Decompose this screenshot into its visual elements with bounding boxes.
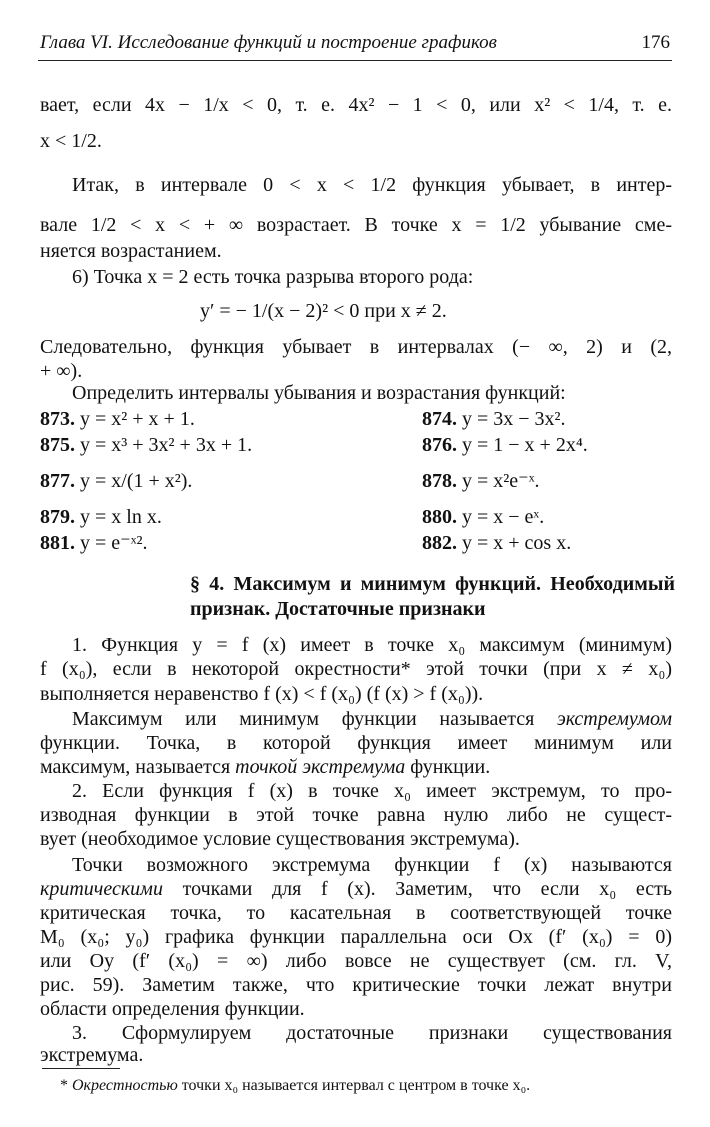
body-line: M₀ (x₀; y₀) графика функции параллельна оси Ox (f′ (x₀) = 0) [40,926,672,948]
chapter-title: Глава VI. Исследование функций и построение графиков [40,32,497,53]
body-line: 2. Если функция f (x) в точке x₀ имеет экстремум, то про- [72,780,672,802]
exercise-expression: y = x³ + 3x² + 3x + 1. [80,434,253,456]
exercise-expression: y = e⁻ˣ². [80,532,148,554]
exercise-column-2 [422,530,571,556]
text-line: няется возрастанием. [40,240,222,262]
formula-line: y′ = − 1/(x − 2)² < 0 при x ≠ 2. [200,300,447,322]
exercise-number: 879. [40,506,75,528]
exercise-column-2 [422,432,588,458]
term-extremum-point: точкой экстремума [235,756,406,778]
body-line: 1. Функция y = f (x) имеет в точке x₀ максимум (минимум) [72,634,672,656]
term-critical: критическими [40,878,163,900]
body-line: Максимум или минимум функции называется экстремумом [72,708,672,730]
page-number: 176 [641,32,670,53]
exercise-row [40,468,672,494]
exercise-number: 878. [422,470,457,492]
term-extremum: экстремумом [556,708,672,730]
text-line: 6) Точка x = 2 есть точка разрыва второго рода: [72,266,474,288]
body-line: вует (необходимое условие существования экстремума). [40,828,520,850]
body-line: области определения функции. [40,998,305,1020]
exercise-expression: y = x + cos x. [462,532,572,554]
exercise-number: 877. [40,470,75,492]
exercise-number: 876. [422,434,457,456]
body-line: Точки возможного экстремума функции f (x) называются [72,854,672,876]
exercise-column-2 [422,468,540,494]
exercise-expression: y = x ln x. [80,506,162,528]
exercise-column-2 [422,504,544,530]
exercise-row [40,504,672,530]
text-line: + ∞). [40,360,83,382]
exercise-expression: y = x² + x + 1. [80,408,195,430]
body-line: или Oy (f′ (x₀) = ∞) либо вовсе не существует (см. гл. V, [40,950,672,972]
footnote: * Окрестностью точки x₀ называется интервал с центром в точке x₀. [60,1077,531,1094]
body-line: функции. Точка, в которой функция имеет минимум или [40,732,672,754]
body-line: f (x₀), если в некоторой окрестности* этой точки (при x ≠ x₀) [40,658,672,680]
exercise-row [40,432,672,458]
exercise-number: 880. [422,506,457,528]
text-line: x < 1/2. [40,130,102,152]
text-line: вает, если 4x − 1/x < 0, т. е. 4x² − 1 < 0, или x² < 1/4, т. е. [40,94,672,116]
exercise-number: 875. [40,434,75,456]
text-line: Определить интервалы убывания и возрастания функций: [72,382,566,404]
body-line: рис. 59). Заметим также, что критические точки лежат внутри [40,974,672,996]
exercise-expression: y = x/(1 + x²). [80,470,193,492]
body-line: выполняется неравенство f (x) < f (x₀) (f (x) > f (x₀)). [40,683,484,705]
exercise-number: 882. [422,532,457,554]
term-neighborhood: Окрестностью [72,1077,178,1094]
exercise-expression: y = x − eˣ. [462,506,545,528]
body-line: 3. Сформулируем достаточные признаки существования [72,1022,672,1044]
exercise-number: 881. [40,532,75,554]
running-header [40,32,670,54]
footnote-rule [42,1068,120,1069]
exercise-expression: y = 3x − 3x². [462,408,566,430]
body-line: экстремума. [40,1044,144,1066]
body-line: максимум, называется точкой экстремума функции. [40,756,491,778]
section-heading: § 4. Максимум и минимум функций. Необходимый признак. Достаточные признаки [190,573,675,620]
exercise-column-2 [422,406,566,432]
text-line: вале 1/2 < x < + ∞ возрастает. В точке x = 1/2 убывание сме- [40,214,672,236]
exercise-expression: y = x²e⁻ˣ. [462,470,540,492]
text-line: Итак, в интервале 0 < x < 1/2 функция убывает, в интер- [72,174,672,196]
exercise-row [40,530,672,556]
exercise-row [40,406,672,432]
exercise-number: 873. [40,408,75,430]
body-line: критическая точка, то касательная в соответствующей точке [40,902,672,924]
exercise-number: 874. [422,408,457,430]
body-line: изводная функции в этой точке равна нулю либо не сущест- [40,804,672,826]
header-rule [38,60,672,61]
exercise-expression: y = 1 − x + 2x⁴. [462,434,588,456]
text-line: Следовательно, функция убывает в интервалах (− ∞, 2) и (2, [40,336,672,358]
body-line: критическими точками для f (x). Заметим, что если x₀ есть [40,878,672,900]
